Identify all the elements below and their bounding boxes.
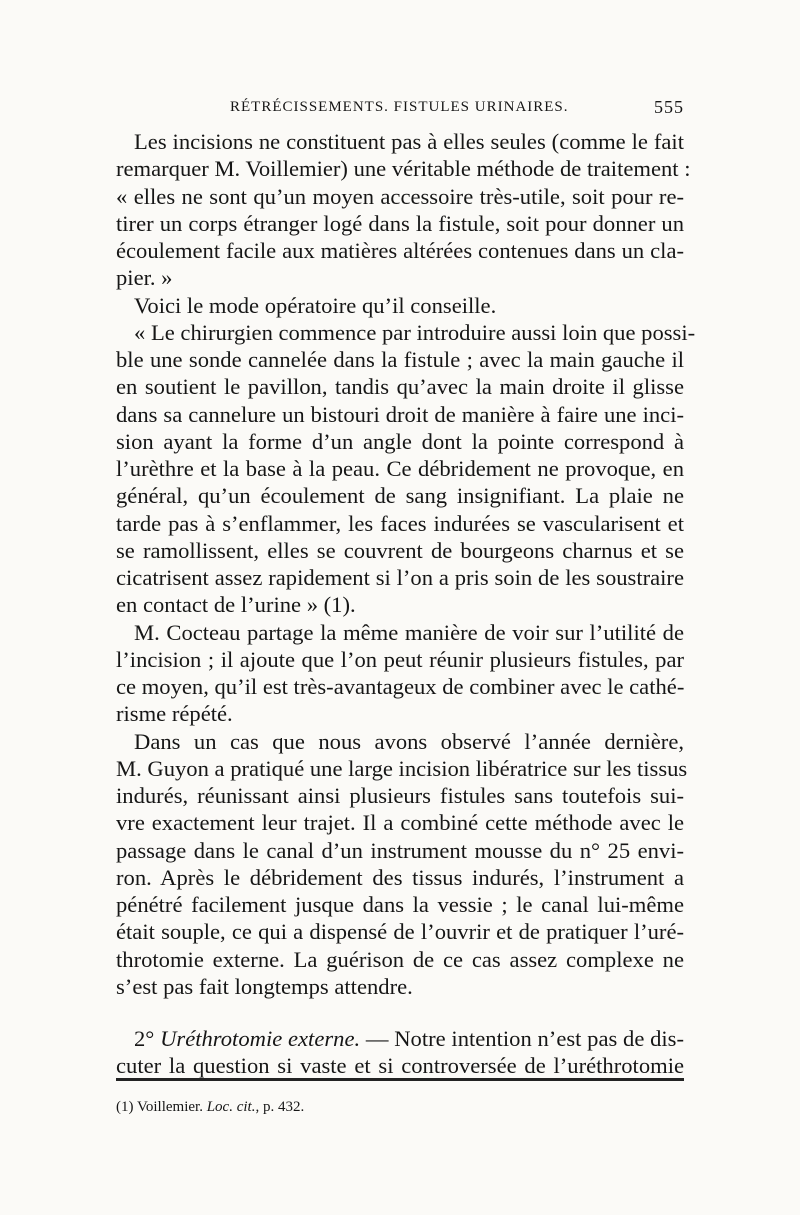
text-line: M. Cocteau partage la même manière de voir sur l’utilité de [134,619,684,645]
text-line: Voici le mode opératoire qu’il conseille. [134,292,497,318]
text-line: « Le chirurgien commence par introduire aussi loin que possi- [134,319,696,345]
text-line: l’urèthre et la base à la peau. Ce débridement ne provoque, en [116,456,684,481]
text-line: M. Guyon a pratiqué une large incision libératrice sur les tissus [116,755,688,781]
footnote-page: , p. 432. [255,1099,305,1115]
text-line: passage dans le canal d’un instrument mousse du n° 25 envi- [116,837,684,863]
footnote-marker: (1) [116,1099,134,1115]
section-number: 2° [134,1026,155,1051]
text-line: ron. Après le débridement des tissus indurés, l’instrument a [116,864,684,890]
text-line: était souple, ce qui a dispensé de l’ouvrir et de pratiquer l’uré- [116,919,684,945]
text-line: général, qu’un écoulement de sang insignifiant. La plaie ne [116,483,684,509]
main-text [116,128,696,1080]
text-line: Les incisions ne constituent pas à elles seules (comme le fait [134,129,684,154]
section-title: Uréthrotomie externe. [160,1026,361,1051]
section-text-line: cuter la question si vaste et si controversée de l’uréthrotomie [116,1053,684,1079]
text-line: en contact de l’urine » (1). [116,592,356,618]
text-line: « elles ne sont qu’un moyen accessoire très-utile, soit pour re- [116,183,684,209]
text-line: risme répété. [116,701,233,727]
text-line: écoulement facile aux matières altérées contenues dans un cla- [116,238,684,263]
text-line: l’incision ; il ajoute que l’on peut réunir plusieurs fistules, par [116,646,684,672]
text-line: cicatrisent assez rapidement si l’on a pris soin de les soustraire [116,565,684,590]
text-line: throtomie externe. La guérison de ce cas assez complexe ne [116,946,684,972]
text-line: Dans un cas que nous avons observé l’année dernière, [134,728,684,754]
section-intro-text: — Notre intention n’est pas de dis- [365,1026,684,1051]
running-header [116,99,684,123]
text-line: indurés, réunissant ainsi plusieurs fistules sans toutefois sui- [116,783,684,808]
text-line: se ramollissent, elles se couvrent de bourgeons charnus et se [116,537,684,563]
running-title: RÉTRÉCISSEMENTS. FISTULES URINAIRES. [230,99,569,115]
text-line: s’est pas fait longtemps attendre. [116,973,413,999]
text-line: tirer un corps étranger logé dans la fistule, soit pour donner un [116,210,684,236]
page-number: 555 [654,97,684,117]
text-line: en soutient le pavillon, tandis qu’avec la main droite il glisse [116,374,684,400]
footnote [116,1098,684,1116]
text-line: ce moyen, qu’il est très-avantageux de combiner avec le cathé- [116,674,685,699]
text-line: tarde pas à s’enflammer, les faces indurées se vascularisent et [116,510,684,536]
text-line: pénétré facilement jusque dans la vessie ; le canal lui-même [116,892,684,917]
footnote-citation: Loc. cit. [206,1099,256,1115]
section-heading-line [116,1025,684,1052]
footnote-separator [116,1078,684,1081]
text-line: dans sa cannelure un bistouri droit de manière à faire une inci- [116,401,684,427]
text-line: sion ayant la forme d’un angle dont la pointe correspond à [116,428,684,454]
footnote-author: Voillemier. [136,1099,203,1115]
text-line: vre exactement leur trajet. Il a combiné cette méthode avec le [116,810,684,836]
text-line: remarquer M. Voillemier) une véritable méthode de traitement : [116,156,691,182]
text-line: ble une sonde cannelée dans la fistule ; avec la main gauche il [116,347,684,372]
text-line: pier. » [116,265,173,291]
